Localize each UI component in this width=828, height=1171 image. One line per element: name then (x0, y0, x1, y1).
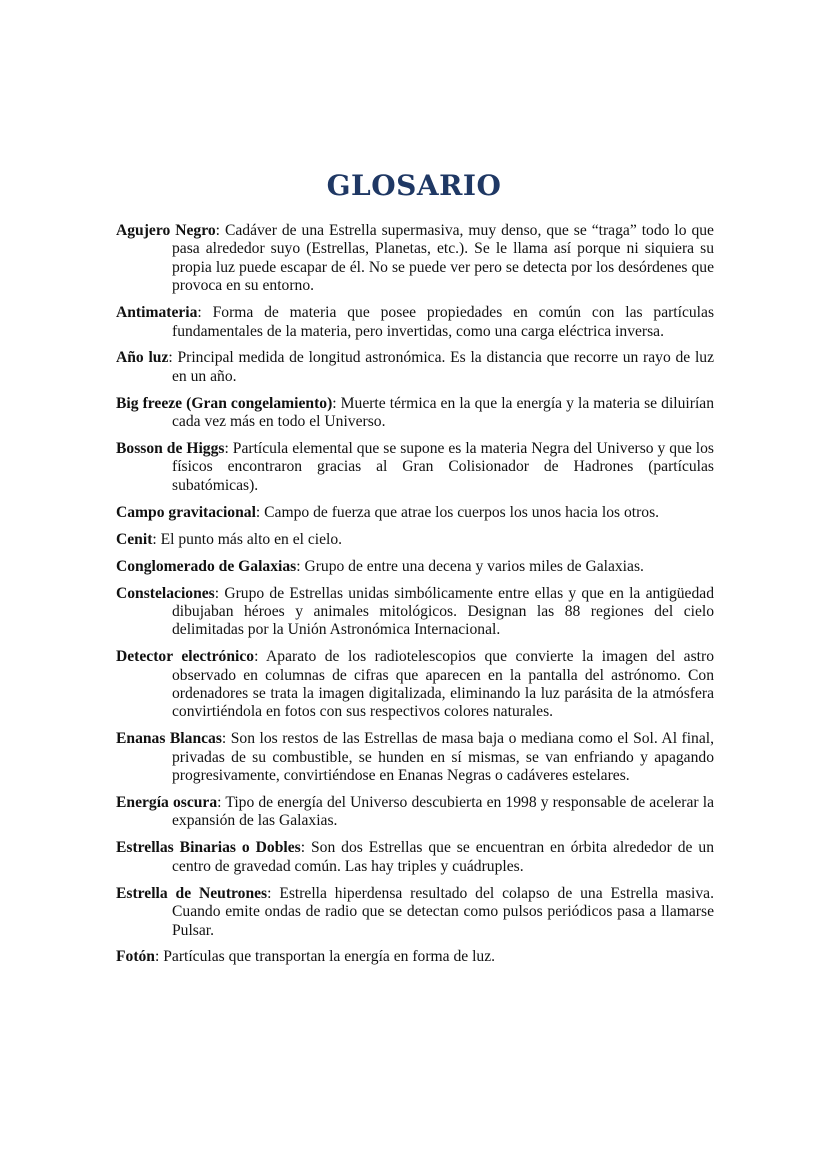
glossary-entry: Detector electrónico: Aparato de los radiotelescopios que convierte la imagen del astro observado en columnas de cifras que aparecen en la pantalla del astrónomo. Con ordenadores se trata la imagen digitalizada, eliminando la luz parásita de la atmósfera convirtiéndola en fotos con sus respectivos colores naturales. (116, 648, 714, 721)
glossary-term: Detector electrónico (116, 648, 255, 666)
glossary-definition: Partícula elemental que se supone es la materia Negra del Universo y que los físicos encontraron gracias al Gran Colisionador de Hadrones (partículas subatómicas). (172, 440, 714, 494)
glossary-entry: Cenit: El punto más alto en el cielo. (116, 530, 343, 548)
glossary-entry: Año luz: Principal medida de longitud astronómica. Es la distancia que recorre un rayo de luz en un año. (116, 349, 714, 385)
glossary-entry: Estrellas Binarias o Dobles: Son dos Estrellas que se encuentran en órbita alrededor de un centro de gravedad común. Las hay triples y cuádruples. (116, 839, 714, 875)
glossary-term: Fotón (116, 948, 155, 966)
glossary-definition: Cadáver de una Estrella supermasiva, muy denso, que se “traga” todo lo que pasa alrededor suyo (Estrellas, Planetas, etc.). Se le llama así porque ni siquiera su propia luz puede escapar de él. No se puede ver pero se detecta por los desórdenes que provoca en su entorno. (172, 222, 714, 295)
glossary-entry: Enanas Blancas: Son los restos de las Estrellas de masa baja o mediana como el Sol. Al final, privadas de su combustible, se hunden en sí mismas, se van enfriando y apagando progresivamente, convirtiéndose en Enanas Negras o cadáveres estelares. (116, 730, 715, 785)
page-title: GLOSARIO (326, 169, 502, 202)
glossary-entry: Antimateria: Forma de materia que posee propiedades en común con las partículas fundamentales de la materia, pero invertidas, como una carga eléctrica inversa. (116, 304, 715, 340)
glossary-entry: Conglomerado de Galaxias: Grupo de entre una decena y varios miles de Galaxias. (116, 557, 644, 575)
glossary-definition: Grupo de entre una decena y varios miles de Galaxias. (304, 557, 644, 575)
glossary-term: Agujero Negro (116, 222, 216, 239)
glossary-definition: Principal medida de longitud astronómica. Es la distancia que recorre un rayo de luz en un año. (172, 349, 714, 385)
glossary-entry: Estrella de Neutrones: Estrella hiperdensa resultado del colapso de una Estrella masiva. Cuando emite ondas de radio que se detectan como pulsos periódicos pasa a llamarse Pulsar. (116, 884, 714, 939)
glossary-entry: Fotón: Partículas que transportan la energía en forma de luz. (116, 948, 496, 966)
glossary-definition: Son dos Estrellas que se encuentran en órbita alrededor de un centro de gravedad común. Las hay triples y cuádruples. (172, 839, 714, 875)
glossary-entry: Energía oscura: Tipo de energía del Universo descubierta en 1998 y responsable de acelerar la expansión de las Galaxias. (116, 794, 714, 830)
glossary-entry: Bosson de Higgs: Partícula elemental que se supone es la materia Negra del Universo y que los físicos encontraron gracias al Gran Colisionador de Hadrones (partículas subatómicas). (116, 440, 714, 494)
glossary-entry: Agujero Negro: Cadáver de una Estrella supermasiva, muy denso, que se “traga” todo lo que pasa alrededor suyo (Estrellas, Planetas, etc.). Se le llama así porque ni siquiera su propia luz puede escapar de él. No se puede ver pero se detecta por los desórdenes que provoca en su entorno. (116, 222, 714, 295)
glossary-term: Campo gravitacional (116, 503, 256, 521)
glossary-definition: Partículas que transportan la energía en forma de luz. (163, 948, 496, 966)
glossary-term: Conglomerado de Galaxias (116, 557, 297, 575)
glossary-entry: Constelaciones: Grupo de Estrellas unidas simbólicamente entre ellas y que en la antigüedad dibujaban héroes y animales mitológicos. Designan las 88 regiones del cielo delimitadas por la Unión Astronómica Internacional. (116, 584, 714, 639)
glossary-term: Constelaciones (116, 584, 215, 602)
glossary-term: Año luz (116, 349, 169, 367)
glossary-entry: Big freeze (Gran congelamiento): Muerte térmica en la que la energía y la materia se diluirían cada vez más en todo el Universo. (116, 394, 714, 431)
glossary-term: Estrella de Neutrones (116, 884, 268, 902)
glossary-list (116, 222, 714, 975)
glossary-definition: Estrella hiperdensa resultado del colapso de una Estrella masiva. Cuando emite ondas de radio que se detectan como pulsos periódicos pasa a llamarse Pulsar. (172, 884, 714, 939)
glossary-term: Enanas Blancas (116, 730, 222, 748)
glossary-definition: Aparato de los radiotelescopios que convierte la imagen del astro observado en columnas de cifras que aparecen en la pantalla del astrónomo. Con ordenadores se trata la imagen digitalizada, eliminando la luz parásita de la atmósfera convirtiéndola en fotos con sus respectivos colores naturales. (172, 648, 714, 721)
glossary-term: Estrellas Binarias o Dobles (116, 839, 301, 857)
glossary-term: Bosson de Higgs (116, 440, 225, 458)
glossary-entry: Campo gravitacional: Campo de fuerza que atrae los cuerpos los unos hacia los otros. (116, 503, 660, 521)
glossary-definition: Forma de materia que posee propiedades en común con las partículas fundamentales de la materia, pero invertidas, como una carga eléctrica inversa. (172, 304, 715, 340)
glossary-term: Energía oscura (116, 794, 218, 812)
glossary-term: Cenit (116, 530, 153, 548)
glossary-term: Big freeze (Gran congelamiento) (116, 394, 333, 412)
glossary-definition: Campo de fuerza que atrae los cuerpos los unos hacia los otros. (264, 503, 660, 521)
glossary-definition: Tipo de energía del Universo descubierta en 1998 y responsable de acelerar la expansión de las Galaxias. (172, 794, 714, 830)
glossary-term: Antimateria (116, 304, 198, 322)
glossary-definition: Grupo de Estrellas unidas simbólicamente entre ellas y que en la antigüedad dibujaban héroes y animales mitológicos. Designan las 88 regiones del cielo delimitadas por la Unión Astronómica Internacional. (172, 584, 714, 639)
glossary-definition: Muerte térmica en la que la energía y la materia se diluirían cada vez más en todo el Universo. (172, 394, 714, 431)
glossary-definition: Son los restos de las Estrellas de masa baja o mediana como el Sol. Al final, privadas de su combustible, se hunden en sí mismas, se van enfriando y apagando progresivamente, convirtiéndose en Enanas Negras o cadáveres estelares. (172, 730, 715, 785)
glossary-definition: El punto más alto en el cielo. (160, 530, 343, 548)
